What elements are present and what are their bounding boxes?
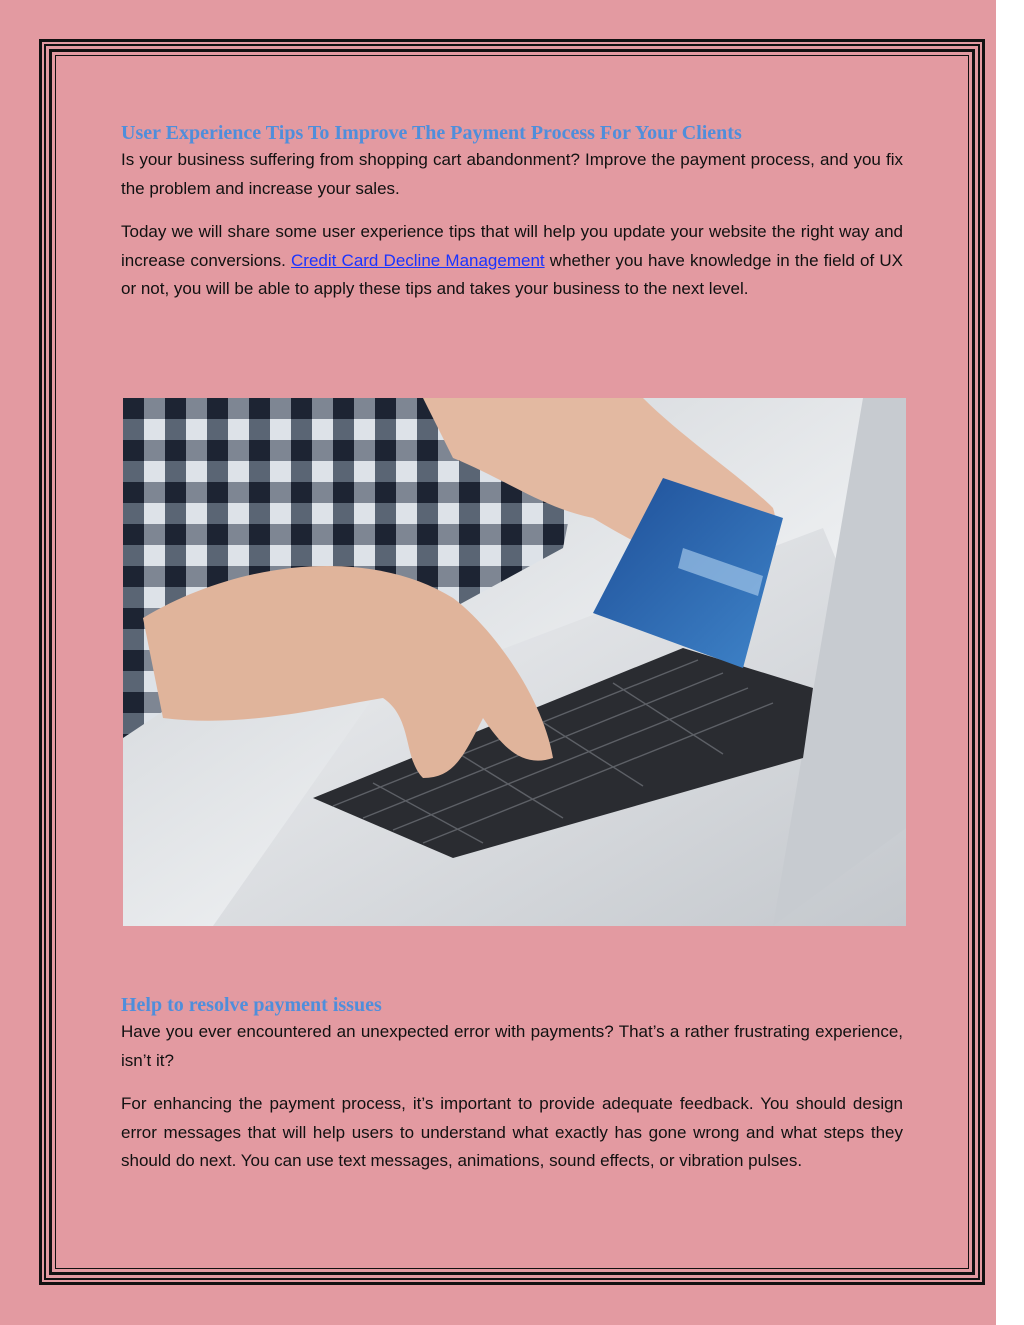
intro-paragraph: Is your business suffering from shopping cart abandonment? Improve the payment process, and you fix the problem and increase your sales. (121, 150, 903, 198)
section-intro (121, 120, 903, 304)
article-heading: User Experience Tips To Improve The Payment Process For Your Clients (121, 122, 742, 144)
conversions-text-end: whether you have knowledge in the field of UX or not, you will be able to apply these tips and takes your business to the next level. (121, 250, 903, 298)
section-payment-issues (121, 992, 903, 1176)
conversions-text-start: Today we will share some user experience tips that will help you update your website the right way and increase conversions. (121, 222, 903, 270)
credit-card-decline-link[interactable]: Credit Card Decline Management (291, 250, 545, 270)
feedback-paragraph: For enhancing the payment process, it’s important to provide adequate feedback. You should design error messages that will help users to understand what exactly has gone wrong and what steps they should do next. You can use text messages, animations, sound effects, or vibration pulses. (121, 1094, 903, 1170)
payment-issues-heading: Help to resolve payment issues (121, 994, 382, 1016)
conversions-paragraph (121, 218, 903, 304)
unexpected-error-paragraph: Have you ever encountered an unexpected error with payments? That’s a rather frustrating experience, isn’t it? (121, 1022, 903, 1070)
laptop-credit-card-photo (123, 398, 906, 926)
